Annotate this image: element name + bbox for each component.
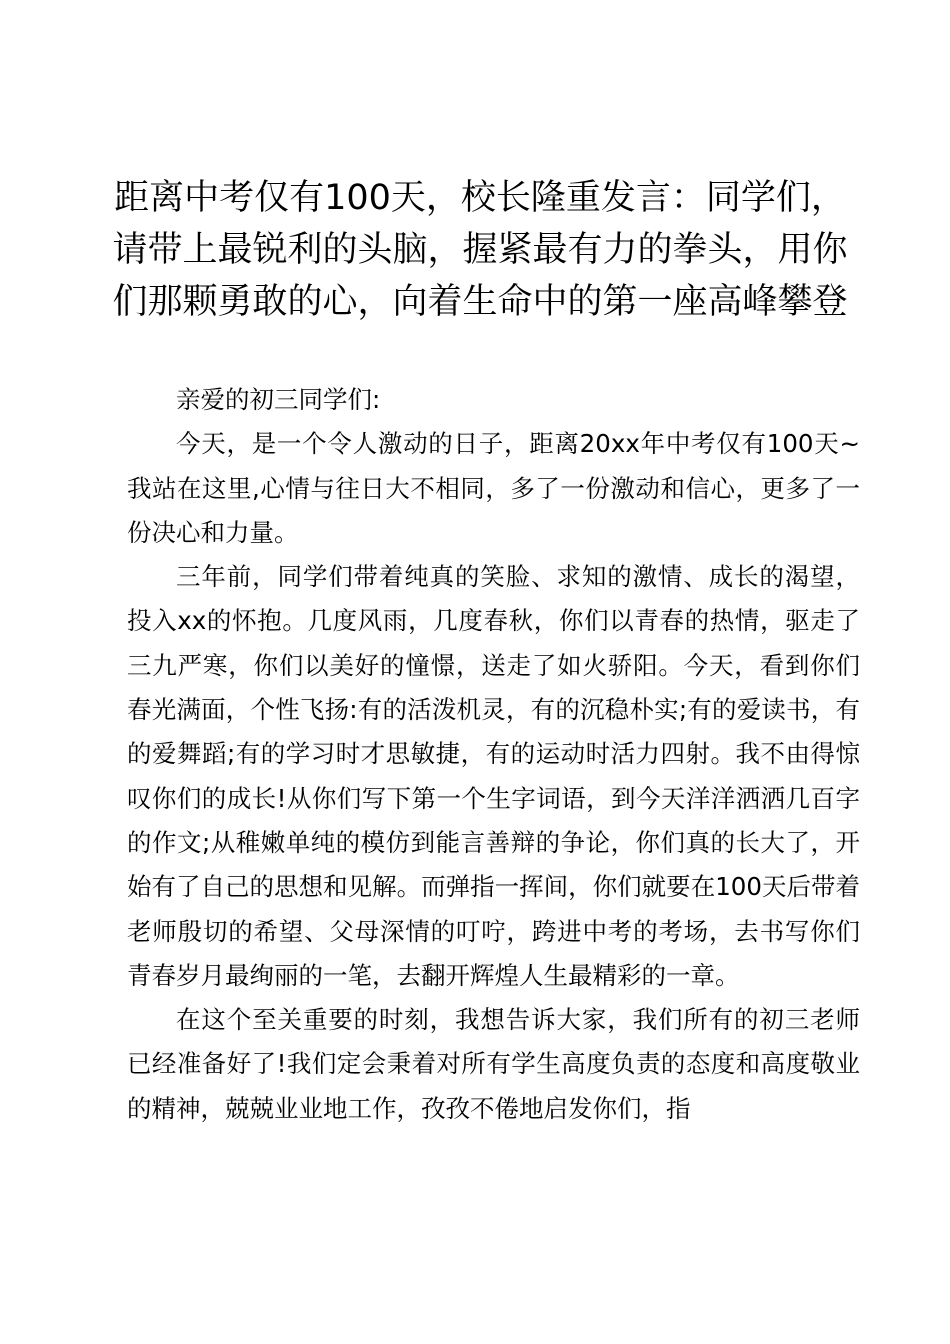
document-title: 距离中考仅有100天，校长隆重发言：同学们，请带上最锐利的头脑，握紧最有力的拳头，用你们那颗勇敢的心，向着生命中的第一座高峰攀登 [112,178,848,322]
body-paragraph: 三年前，同学们带着纯真的笑脸、求知的激情、成长的渴望，投入xx的怀抱。几度风雨，几度春秋，你们以青春的热情，驱走了三九严寒，你们以美好的憧憬，送走了如火骄阳。今天，看到你们春光满面，个性飞扬:有的活泼机灵，有的沉稳朴实;有的爱读书，有的爱舞蹈;有的学习时才思敏捷，有的运动时活力四射。我不由得惊叹你们的成长!从你们写下第一个生字词语，到今天洋洋洒洒几百字的作文;从稚嫩单纯的模仿到能言善辩的争论，你们真的长大了，开始有了自己的思想和见解。而弹指一挥间，你们就要在100天后带着老师殷切的希望、父母深情的叮咛，跨进中考的考场，去书写你们青春岁月最绚丽的一笔，去翻开辉煌人生最精彩的一章。 [127,562,860,990]
body-paragraph: 今天，是一个令人激动的日子，距离20xx年中考仅有100天~我站在这里,心情与往日大不相同，多了一份激动和信心，更多了一份决心和力量。 [127,429,860,547]
greeting-paragraph: 亲爱的初三同学们: [176,385,381,414]
document-body [127,378,860,1131]
body-paragraph: 在这个至关重要的时刻，我想告诉大家，我们所有的初三老师已经准备好了!我们定会秉着对所有学生高度负责的态度和高度敬业的精神，兢兢业业地工作，孜孜不倦地启发你们，指 [127,1005,860,1123]
